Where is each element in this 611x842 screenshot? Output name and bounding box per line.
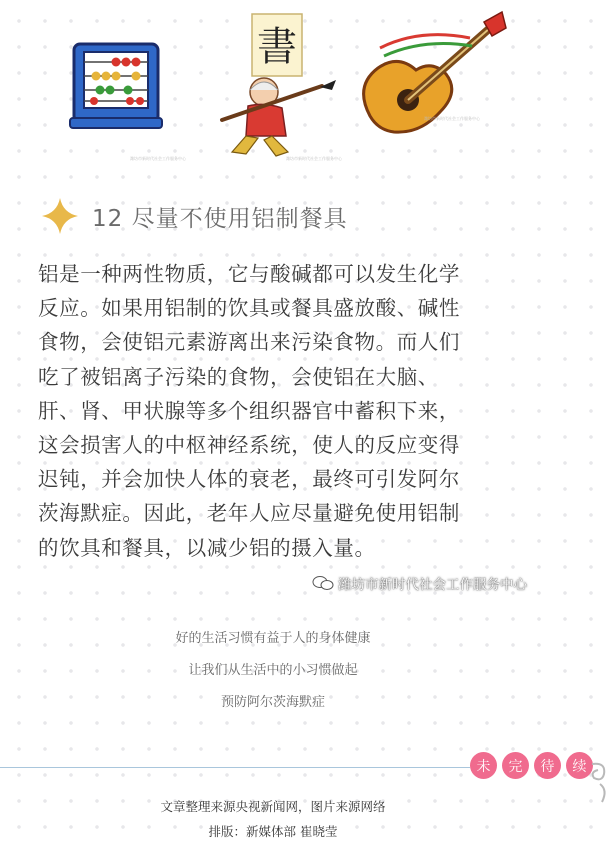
paragraph-line: 吃了被铝离子污染的食物，会使铝在大脑、 [38, 364, 439, 389]
paragraph-line: 铝是一种两性物质，它与酸碱都可以发生化学 [38, 262, 460, 286]
paragraph-line: 这会损害人的中枢神经系统，使人的反应变得 [38, 433, 460, 458]
tag-char: 完 [502, 752, 529, 779]
paragraph-line: 的饮具和餐具，以减少铝的摄入量。 [38, 535, 376, 560]
tag-char: 待 [534, 752, 561, 779]
illustration-watermark-right: 潍坊市新时代社会工作服务中心 [424, 116, 480, 121]
to-be-continued-tags [470, 752, 598, 779]
abacus-illustration [66, 38, 166, 134]
paragraph-line: 食物，会使铝元素游离出来污染食物。而人们 [38, 330, 460, 355]
illustration-watermark-middle: 潍坊市新时代社会工作服务中心 [286, 156, 342, 161]
article-paragraph [38, 257, 508, 565]
section-title: 12 尽量不使用铝制餐具 [92, 205, 348, 232]
paragraph-line: 反应。如果用铝制的饮具或餐具盛放酸、碱性 [38, 296, 460, 321]
slogan-line-3: 预防阿尔茨海默症 [220, 695, 325, 710]
account-watermark [312, 573, 527, 593]
slogan-line-1: 好的生活习惯有益于人的身体健康 [175, 631, 371, 646]
svg-text:書: 書 [257, 24, 297, 70]
paragraph-line: 肝、肾、甲状腺等多个组织器官中蓄积下来， [38, 398, 460, 423]
source-note: 文章整理来源央视新闻网，图片来源网络 [160, 799, 386, 814]
decorative-curl [588, 758, 610, 808]
paragraph-line: 茨海默症。因此，老年人应尽量避免使用铝制 [38, 501, 460, 526]
editor-credit: 排版：新媒体部 崔晓莹 [208, 824, 338, 839]
paragraph-line: 迟钝，并会加快人体的衰老，最终可引发阿尔 [38, 467, 460, 492]
tag-char: 续 [566, 752, 593, 779]
section-divider [0, 767, 470, 768]
tag-char: 未 [470, 752, 497, 779]
sparkle-star-icon [40, 196, 80, 236]
calligrapher-illustration [212, 10, 342, 160]
guitar-illustration [350, 8, 510, 148]
watermark-text: 潍坊市新时代社会工作服务中心 [338, 577, 527, 593]
slogan-line-2: 让我们从生活中的小习惯做起 [188, 663, 358, 678]
illustration-watermark-left: 潍坊市新时代社会工作服务中心 [130, 156, 186, 161]
section-heading [40, 196, 348, 236]
wechat-icon [312, 575, 334, 591]
